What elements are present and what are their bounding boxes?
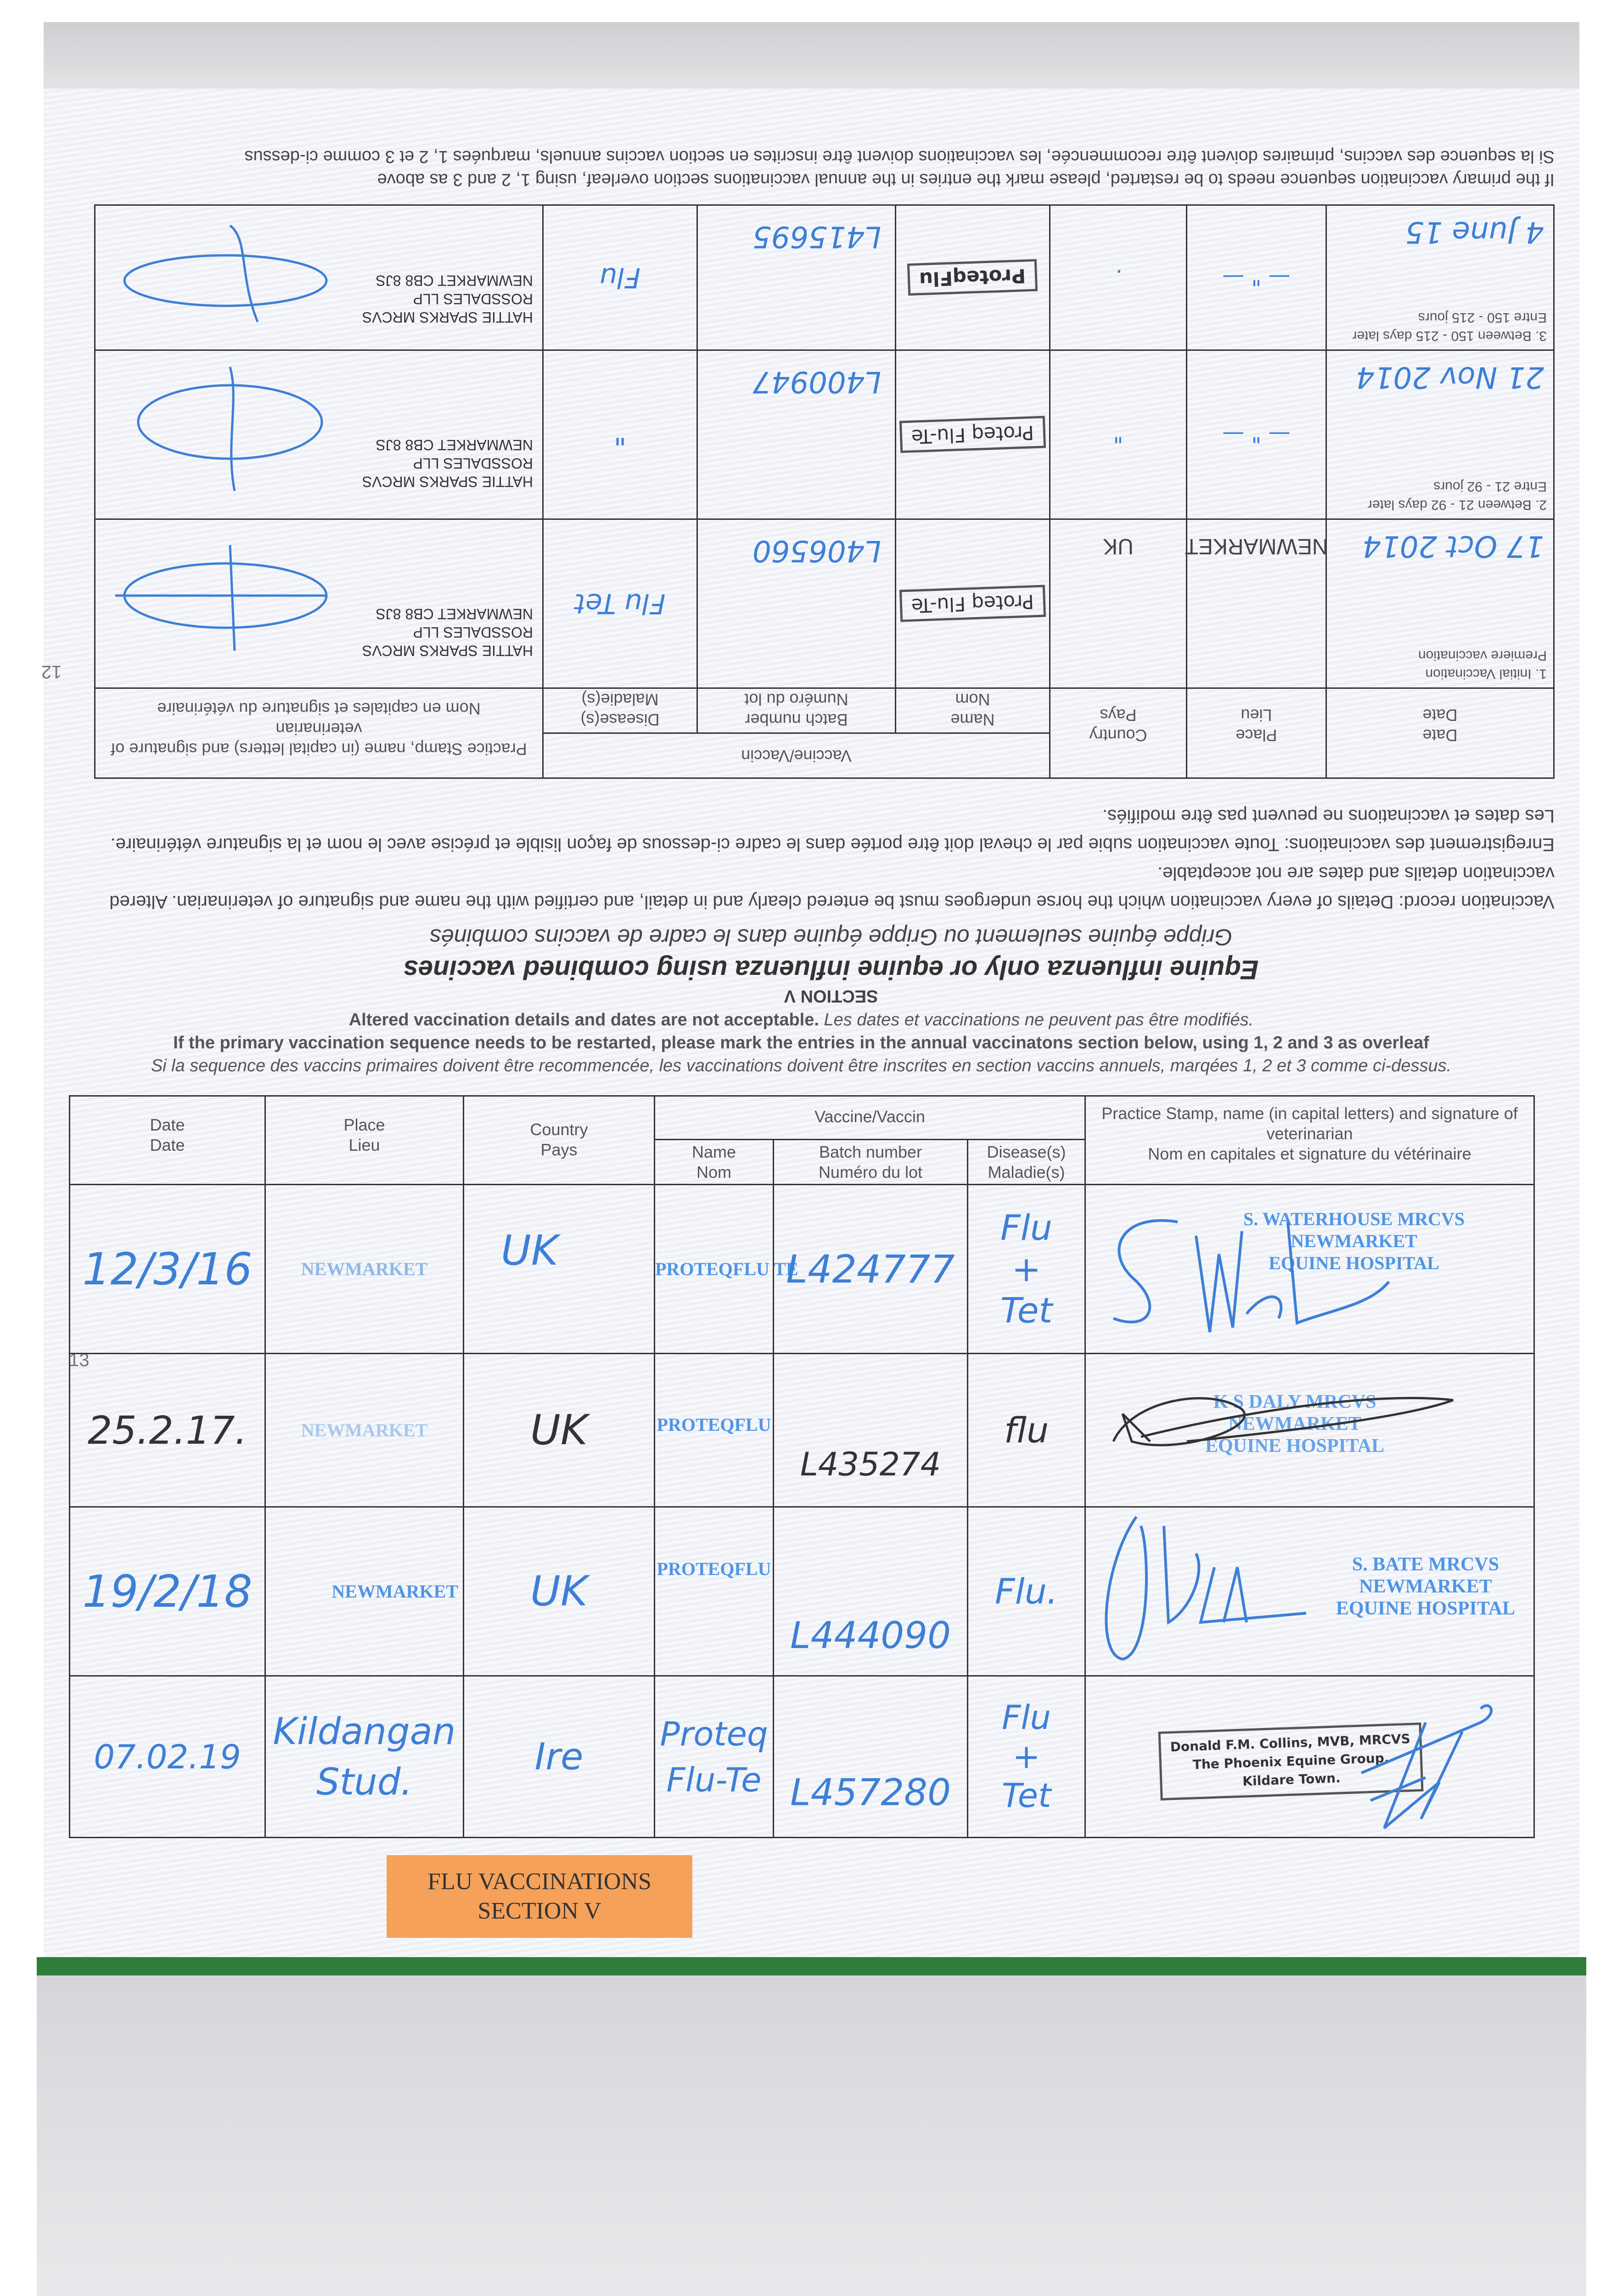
text-label: NEWMARKET: [1185, 534, 1328, 558]
text-label: Practice Stamp, name (in capital letters) and signature of veterinarian: [1101, 1104, 1518, 1143]
table-row: [70, 1676, 1534, 1838]
section-heading: SECTION V: [784, 986, 878, 1006]
text-label: Nom en capitales et signature du vétérinaire: [157, 699, 481, 718]
text-label: 4 June 15: [1405, 215, 1544, 249]
table-row: [95, 519, 1554, 688]
header-disease: [968, 1140, 1085, 1185]
text-label: S. BATE MRCVS: [1352, 1554, 1499, 1575]
text-label: NEWMARKET: [1359, 1576, 1492, 1597]
text-label: NEWMARKET CB8 8JS: [376, 437, 533, 453]
table-row: [95, 205, 1554, 350]
annual-vaccination-table: [69, 1095, 1535, 1838]
text-label: SECTION V: [477, 1898, 601, 1924]
text-label: — " —: [1222, 422, 1291, 448]
page-number-right: 13: [69, 1350, 90, 1370]
text-label: Proteq Flu-Te: [899, 416, 1046, 453]
text-label: ProteqFlu: [907, 259, 1038, 296]
text-label: L406560: [753, 534, 881, 568]
date-cell: 12/3/16: [82, 1243, 253, 1295]
text-label: L400947: [753, 365, 881, 399]
header-stamp: [95, 688, 543, 778]
text-label: The Phoenix Equine Group,: [1192, 1750, 1389, 1773]
header-name: [896, 688, 1050, 733]
text-label: — " —: [1222, 264, 1291, 291]
header-place: [1187, 688, 1326, 778]
place-cell: NEWMARKET: [301, 1419, 428, 1441]
text-label: Numéro du lot: [818, 1163, 923, 1182]
text-label: Vaccine/Vaccin: [814, 1107, 925, 1126]
disease-cell: Flu + Tet: [1000, 1207, 1053, 1331]
text-label: 2. Between 21 - 92 days later: [1367, 497, 1547, 512]
vaccine-name-cell: Proteq Flu-Te: [660, 1714, 768, 1799]
text-label: HATTIE SPARKS MRCVS: [362, 473, 533, 490]
text-label: ROSSDALES LLP: [413, 455, 533, 472]
text-label: Entre 150 - 215 jours: [1418, 310, 1547, 325]
text-label: Batch number: [819, 1142, 922, 1161]
header-vaccine: [655, 1096, 1085, 1140]
text-label: Les dates et vaccinations ne peuvent pas être modifiés.: [824, 1010, 1254, 1030]
text-label: Lieu: [1241, 706, 1272, 725]
text-label: Practice Stamp, name (in capital letters) and signature of veterinarian: [111, 720, 527, 759]
disease-cell: flu: [1004, 1410, 1049, 1451]
signature-icon: [106, 362, 345, 500]
header-vaccine: [543, 733, 1050, 778]
primary-vaccination-table: [94, 204, 1555, 779]
page-number-left: 12: [41, 662, 62, 682]
text-label: 21 Nov 2014: [1356, 360, 1544, 394]
text-label: Nom en capitales et signature du vétérinaire: [1148, 1144, 1471, 1163]
vaccine-name-cell: PROTEQFLU: [657, 1414, 771, 1435]
country-cell: UK: [530, 1567, 588, 1615]
text-label: Vaccine/Vaccin: [741, 747, 852, 765]
text-label: L415695: [753, 219, 881, 253]
text-label: NEWMARKET CB8 8JS: [376, 272, 533, 289]
section-title: Equine influenza only or equine influenza using combined vaccines: [403, 955, 1259, 985]
batch-cell: L424777: [786, 1246, 955, 1292]
text-label: Date: [150, 1115, 185, 1134]
text-label: Nom: [955, 690, 990, 709]
text-label: Date: [1422, 706, 1458, 725]
text-label: Nom: [696, 1163, 731, 1182]
text-label: Donald F.M. Collins, MVB, MRCVS: [1170, 1731, 1411, 1755]
place-cell: Kildangan Stud.: [273, 1710, 456, 1803]
date-cell: 25.2.17.: [87, 1407, 247, 1453]
country-cell: UK: [530, 1406, 588, 1454]
text-label: EQUINE HOSPITAL: [1269, 1253, 1439, 1273]
green-binding-line: [37, 1957, 1586, 1975]
batch-cell: L435274: [800, 1446, 941, 1483]
vet-stamp: [1159, 1727, 1422, 1796]
vaccine-name-cell: PROTEQFLU TE: [655, 1258, 798, 1279]
text-label: HATTIE SPARKS MRCVS: [362, 309, 533, 326]
text-label: Date: [150, 1136, 185, 1154]
text-label: NEWMARKET: [1228, 1413, 1361, 1435]
text-label: Kildare Town.: [1242, 1770, 1341, 1789]
text-label: Pays: [1100, 706, 1137, 725]
text-label: Name: [691, 1142, 736, 1161]
vet-stamp: [1205, 1391, 1384, 1457]
date-cell: 19/2/18: [82, 1565, 253, 1617]
text-label: Numéro du lot: [744, 690, 848, 709]
place-cell: NEWMARKET: [301, 1258, 428, 1279]
section-subtitle: Grippe équine seulement ou Grippe équine dans le cadre de vaccins combinés: [429, 924, 1233, 950]
text-label: 17 Oct 2014: [1362, 529, 1544, 563]
text-label: NEWMARKET CB8 8JS: [376, 606, 533, 622]
header-date: [1326, 688, 1554, 778]
text-label: Date: [1422, 726, 1458, 745]
record-instructions-en: Vaccination record: Details of every vaccination which the horse undergoes must be entered clearly and in detail, and certified with the name and signature of veterinarian. Altered vaccination details and dates are not acceptable.: [109, 863, 1555, 912]
restart-note-fr: Si la sequence des vaccins, primaires doivent être recommencée, les vaccinations doivent être inscrites en section vaccins annuels, marquées 1, 2 et 3 comme ci-dessus: [244, 147, 1555, 166]
place-cell: NEWMARKET: [331, 1581, 458, 1602]
batch-cell: L444090: [790, 1614, 951, 1657]
header-name: [655, 1140, 774, 1185]
text-label: UK: [1103, 534, 1134, 558]
restart-note-en: If the primary vaccination sequence needs to be restarted, please mark the entries in the annual vaccinatons section below, using 1, 2 and 3 as overleaf: [173, 1033, 1429, 1052]
text-label: Country: [530, 1120, 588, 1139]
text-label: Disease(s): [987, 1142, 1066, 1161]
text-label: S. WATERHOUSE MRCVS: [1243, 1209, 1465, 1229]
text-label: Country: [1089, 726, 1147, 745]
record-instructions-fr: Enregistrement des vaccinations: Toute vaccination subie par le cheval doit être portée dans le cadre ci-dessous de façon lisible et précise avec le nom et la signature vétérinaire. Les dates et vaccinations ne peuvent pas être modifiés.: [110, 806, 1555, 855]
vet-stamp: [1243, 1208, 1465, 1274]
text-label: NEWMARKET: [1291, 1231, 1417, 1251]
header-disease: [543, 688, 697, 733]
disease-cell: Flu.: [994, 1571, 1058, 1612]
vet-stamp: [1336, 1553, 1515, 1620]
signature-icon: [106, 540, 345, 660]
vet-stamp: [362, 436, 533, 491]
header-place: [265, 1096, 464, 1185]
text-label: .: [1114, 264, 1122, 291]
vet-stamp: [362, 605, 533, 660]
text-label: Batch number: [745, 710, 848, 729]
scan-bottom-band: [37, 1975, 1586, 2296]
table-row: [70, 1507, 1534, 1676]
text-label: EQUINE HOSPITAL: [1336, 1598, 1515, 1619]
text-label: EQUINE HOSPITAL: [1205, 1435, 1385, 1457]
country-cell: UK: [501, 1227, 558, 1275]
restart-note-en: If the primary vaccination sequence needs to be restarted, please mark the entries in the annual vaccinations section overleaf, using 1, 2 and 3 as above: [377, 170, 1555, 189]
text-label: ": [1113, 422, 1123, 448]
scan-top-band: [44, 22, 1579, 89]
vaccine-name-cell: PROTEQFLU: [657, 1559, 771, 1579]
notice-altered: [69, 1010, 1533, 1030]
text-label: 3. Between 150 - 215 days later: [1352, 328, 1547, 343]
country-cell: Ire: [534, 1735, 584, 1778]
signature-icon: [1086, 1508, 1343, 1673]
text-label: ": [613, 418, 627, 451]
table-row: [95, 350, 1554, 519]
batch-cell: L457280: [790, 1771, 951, 1814]
text-label: HATTIE SPARKS MRCVS: [362, 642, 533, 659]
table-row: [70, 1354, 1534, 1507]
header-country: [1050, 688, 1187, 778]
text-label: Flu: [599, 261, 641, 294]
text-label: Name: [950, 710, 995, 729]
header-country: [464, 1096, 655, 1185]
table-row: [70, 1185, 1534, 1354]
disease-cell: Flu + Tet: [1001, 1698, 1051, 1815]
section-tab-label: [387, 1855, 692, 1938]
header-date: [70, 1096, 265, 1185]
text-label: K S DALY MRCVS: [1213, 1391, 1376, 1412]
header-batch: [774, 1140, 968, 1185]
text-label: FLU VACCINATIONS: [427, 1868, 651, 1895]
text-label: Flu Tet: [574, 587, 666, 620]
text-label: Place: [343, 1115, 385, 1134]
text-label: Pays: [540, 1140, 578, 1159]
text-label: ROSSDALES LLP: [413, 291, 533, 307]
text-label: Lieu: [348, 1136, 380, 1154]
text-label: Maladie(s): [581, 690, 659, 709]
text-label: Altered vaccination details and dates are not acceptable.: [348, 1010, 819, 1030]
upside-down-page-section-v: [87, 140, 1575, 1006]
vet-stamp: [362, 271, 533, 326]
signature-icon: [101, 221, 349, 331]
text-label: Disease(s): [580, 710, 660, 729]
restart-note-fr: Si la sequence des vaccins primaires doivent être recommencée, les vaccinations doivent être inscrites en section vaccins annuels, marqées 1, 2 et 3 comme ci-dessus.: [151, 1056, 1452, 1075]
text-label: Maladie(s): [988, 1163, 1065, 1182]
text-label: Proteq Flu-Te: [899, 585, 1046, 622]
text-label: ROSSDALES LLP: [413, 624, 533, 641]
header-stamp: [1085, 1096, 1534, 1185]
text-label: Entre 21 - 92 jours: [1433, 479, 1547, 494]
header-batch: [697, 688, 896, 733]
text-label: 1. Initial Vaccination: [1425, 666, 1547, 681]
date-cell: 07.02.19: [94, 1737, 241, 1776]
text-label: Premiere vaccination: [1418, 648, 1547, 663]
text-label: Place: [1236, 726, 1277, 745]
